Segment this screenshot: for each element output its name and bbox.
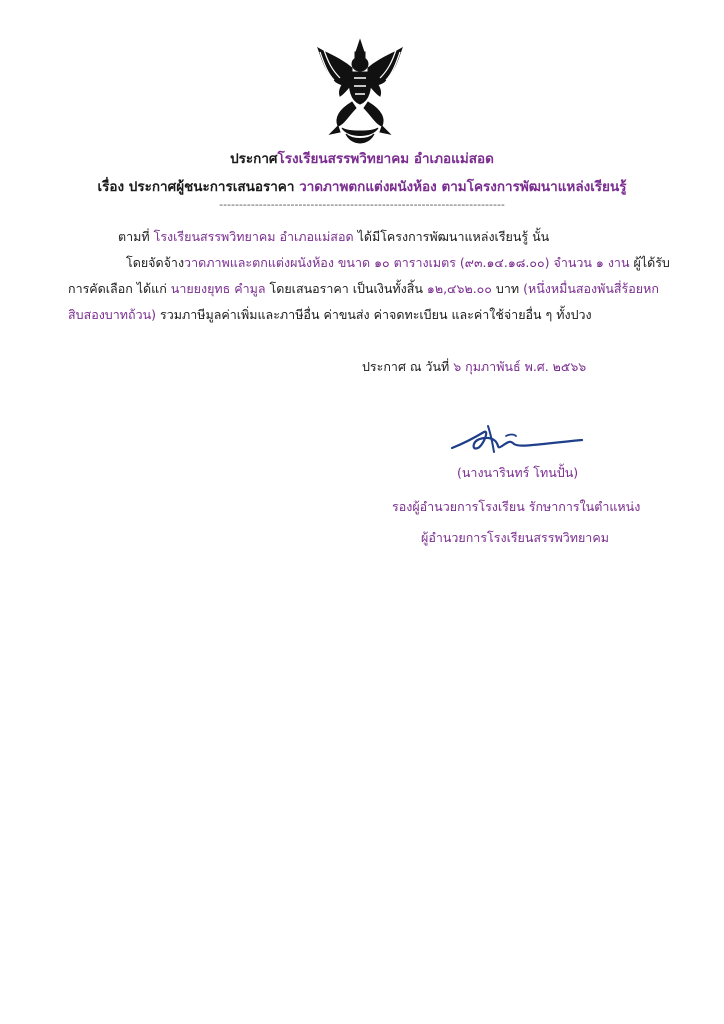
- body-line-2b: วาดภาพและตกแต่งผนังห้อง ขนาด ๑๐ ตารางเมตร (๙๓.๑๔.๑๘.๐๐) จำนวน ๑ งาน: [184, 255, 630, 270]
- announcement-title: [0, 147, 724, 169]
- divider: ------------------------------------------------------------------------: [219, 198, 505, 211]
- winner-name: นายยงยุทธ คำมูล: [170, 281, 266, 296]
- body-line-1b: โรงเรียนสรรพวิทยาคม อำเภอแม่สอด: [153, 229, 354, 244]
- body-line-3e: บาท: [495, 281, 520, 296]
- body-line-3: [68, 279, 659, 299]
- subject-prefix: เรื่อง ประกาศผู้ชนะการเสนอราคา: [97, 179, 295, 195]
- body-line-1: [118, 227, 549, 247]
- subject-detail: วาดภาพตกแต่งผนังห้อง ตามโครงการพัฒนาแหล่งเรียนรู้: [299, 179, 627, 195]
- subject-line: [0, 175, 724, 197]
- amount-in-words-1: (หนึ่งหมื่นสองพันสี่ร้อยหก: [523, 281, 659, 296]
- body-line-3c: โดยเสนอราคา เป็นเงินทั้งสิ้น: [269, 281, 423, 296]
- body-line-4: [68, 305, 592, 325]
- date-value: ๖ กุมภาพันธ์ พ.ศ. ๒๕๖๖: [453, 359, 587, 374]
- total-amount: ๑๒,๔๖๒.๐๐: [426, 281, 492, 296]
- body-line-2: [126, 253, 670, 273]
- body-line-2a: โดยจัดจ้าง: [126, 255, 185, 270]
- body-line-3a: การคัดเลือก ได้แก่: [68, 281, 167, 296]
- signatory-position-1: รองผู้อำนวยการโรงเรียน รักษาการในตำแหน่ง: [392, 499, 641, 514]
- signatory-position-2: ผู้อำนวยการโรงเรียนสรรพวิทยาคม: [421, 530, 609, 545]
- amount-in-words-2: สิบสองบาทถ้วน): [68, 307, 157, 322]
- announcement-date: [362, 357, 586, 377]
- garuda-emblem-icon: [312, 38, 408, 148]
- handwritten-signature-icon: [448, 424, 588, 458]
- body-line-1c: ได้มีโครงการพัฒนาแหล่งเรียนรู้ นั้น: [357, 229, 550, 244]
- date-prefix: ประกาศ ณ วันที่: [362, 359, 450, 374]
- body-line-1a: ตามที่: [118, 229, 150, 244]
- school-name: โรงเรียนสรรพวิทยาคม อำเภอแม่สอด: [277, 151, 494, 167]
- body-line-2c: ผู้ได้รับ: [633, 255, 670, 270]
- signatory-name: (นางนารินทร์ โทนปั้น): [457, 465, 579, 480]
- body-line-4b: รวมภาษีมูลค่าเพิ่มและภาษีอื่น ค่าขนส่ง ค่าจดทะเบียน และค่าใช้จ่ายอื่น ๆ ทั้งปวง: [160, 307, 592, 322]
- announcement-prefix: ประกาศ: [230, 151, 278, 167]
